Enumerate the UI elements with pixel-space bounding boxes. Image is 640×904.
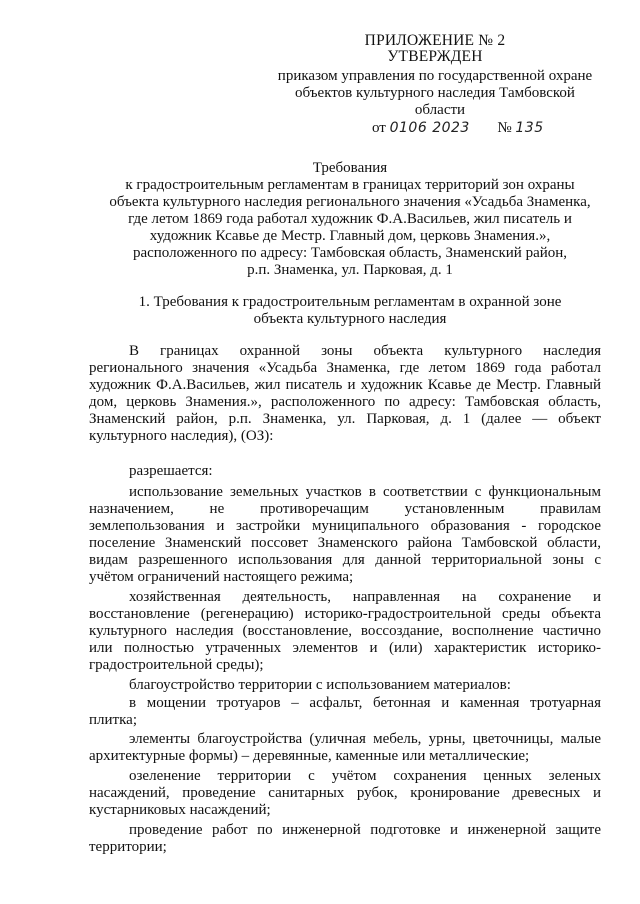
title-line: р.п. Знаменка, ул. Парковая, д. 1	[247, 262, 453, 278]
body-line: градостроительной среды);	[89, 657, 264, 673]
approved-heading: УТВЕРЖДЕН	[387, 48, 483, 65]
body-line: назначением, не противоречащим установленным правилам	[89, 501, 601, 517]
title-line: где летом 1869 года работал художник Ф.А.Васильев, жил писатель и	[128, 211, 572, 227]
body-line: регионального значения «Усадьба Знаменка, где летом 1869 года работал	[89, 360, 601, 376]
body-line: Знаменский район, р.п. Знаменка, ул. Парковая, д. 1 (далее — объект	[89, 411, 601, 427]
handwritten-date: 0106 2023	[389, 120, 470, 136]
body-line: использование земельных участков в соответствии с функциональным	[129, 484, 601, 500]
body-line: благоустройство территории с использованием материалов:	[129, 677, 511, 693]
document-title: Требования	[312, 160, 388, 176]
order-line-2: объектов культурного наследия Тамбовской	[295, 85, 575, 101]
title-line: к градостроительным регламентам в границах территорий зон охраны	[125, 177, 575, 193]
body-line: в мощении тротуаров – асфальт, бетонная и каменная тротуарная	[129, 695, 601, 711]
body-line: кустарниковых насаждений;	[89, 802, 271, 818]
body-line: землепользования и застройки муниципального образования - городское	[89, 518, 601, 534]
body-line: или полностью утраченных элементов и (или) характеристик историко-	[89, 640, 601, 656]
body-line: дом, церковь Знамения.», расположенного по адресу: Тамбовская область,	[89, 394, 601, 410]
body-line: поселение Знаменский поссовет Знаменского района Тамбовской области,	[89, 535, 601, 551]
title-line: объекта культурного наследия регионального значения «Усадьба Знаменка,	[109, 194, 591, 210]
section-heading: 1. Требования к градостроительным регламентам в охранной зоне	[138, 294, 562, 310]
body-line: учётом ограничений настоящего режима;	[89, 569, 354, 585]
body-line: культурного наследия (восстановление, воссоздание, восполнение частично	[89, 623, 601, 639]
section-heading-line: объекта культурного наследия	[253, 311, 447, 327]
body-line: элементы благоустройства (уличная мебель, урны, цветочницы, малые	[129, 731, 601, 747]
body-line: проведение работ по инженерной подготовке и инженерной защите	[129, 822, 601, 838]
body-line: В границах охранной зоны объекта культурного наследия	[129, 343, 601, 359]
title-line: расположенного по адресу: Тамбовская область, Знаменский район,	[132, 245, 568, 261]
body-line: архитектурные формы) – деревянные, каменные или металлические;	[89, 748, 530, 764]
handwritten-number: 135	[515, 120, 544, 136]
body-line: насаждений, проведение санитарных рубок, кронирование древесных и	[89, 785, 601, 801]
number-prefix: №	[497, 120, 512, 136]
order-date-line	[372, 118, 544, 138]
body-line: художник Ф.А.Васильев, жил писатель и художник Ксавье де Местр. Главный	[89, 377, 601, 393]
body-line: плитка;	[89, 712, 137, 728]
title-line: художник Ксавье де Местр. Главный дом, церковь Знамения.»,	[149, 228, 551, 244]
permitted-label: разрешается:	[129, 463, 213, 479]
body-line: видам разрешенного использования для данной территориальной зоны с	[89, 552, 601, 568]
body-line: озеленение территории с учётом сохранения ценных зеленых	[129, 768, 601, 784]
body-line: восстановление (регенерацию) историко-градостроительной среды объекта	[89, 606, 601, 622]
body-line: культурного наследия), (ОЗ):	[89, 428, 274, 444]
date-prefix: от	[372, 120, 386, 136]
body-line: территории;	[89, 839, 167, 855]
order-line-3: области	[414, 102, 466, 118]
order-line-1: приказом управления по государственной охране	[277, 68, 593, 84]
body-line: хозяйственная деятельность, направленная на сохранение и	[129, 589, 601, 605]
appendix-heading: ПРИЛОЖЕНИЕ № 2	[364, 32, 506, 49]
